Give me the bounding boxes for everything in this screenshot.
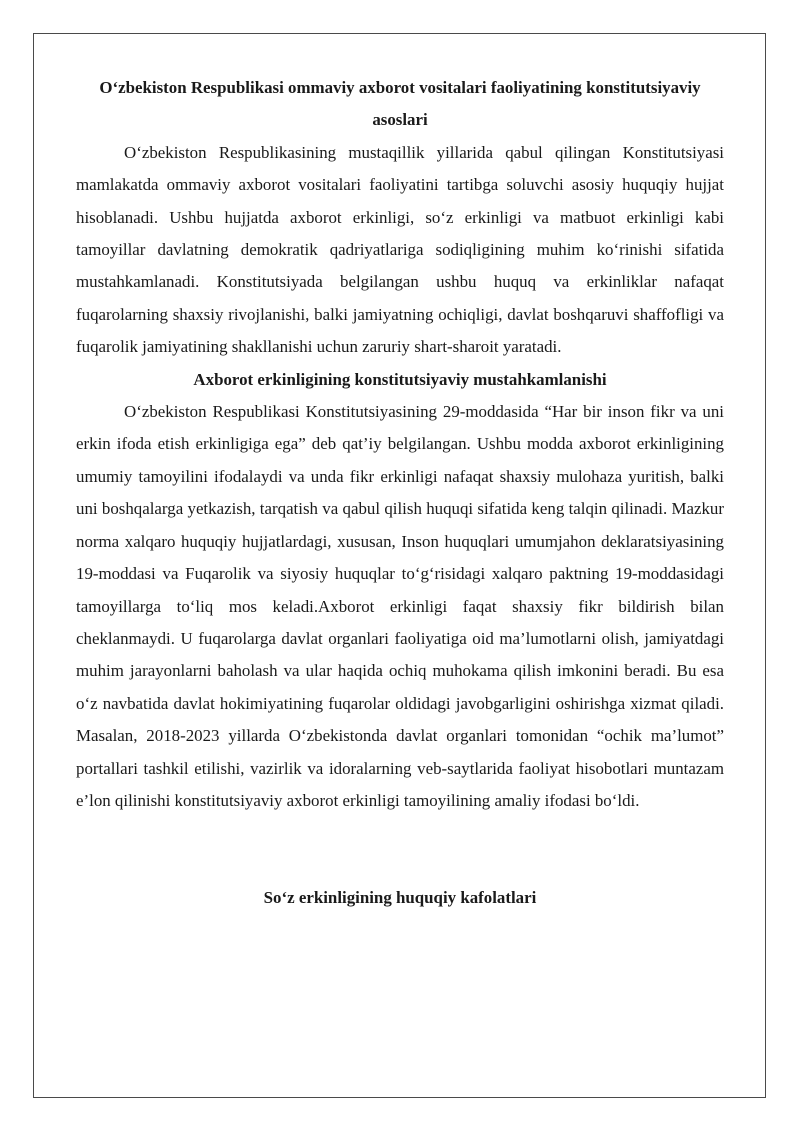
section-heading-axborot-erkinligi: Axborot erkinligining konstitutsiyaviy mustahkamlanishi xyxy=(193,369,607,389)
blank-space xyxy=(76,817,724,882)
intro-paragraph: O‘zbekiston Respublikasining mustaqillik yillarida qabul qilingan Konstitutsiyasi mamlakatda ommaviy axborot vositalari faoliyatini tartibga soluvchi asosiy huquqiy hujjat hisoblanadi. Ushbu hujjatda axborot erkinligi, so‘z erkinligi va matbuot erkinligi kabi tamoyillar davlatning demokratik qadriyatlariga sodiqligining muhim ko‘rinishi sifatida mustahkamlanadi. Konstitutsiyada belgilangan ushbu huquq va erkinliklar nafaqat fuqarolarning shaxsiy rivojlanishi, balki jamiyatning ochiqligi, davlat boshqaruvi shaffofligi va fuqarolik jamiyatining shakllanishi uchun zaruriy shart-sharoit yaratadi. xyxy=(76,142,724,357)
section-heading-soz-erkinligi: So‘z erkinligining huquqiy kafolatlari xyxy=(263,888,537,908)
document-title: O‘zbekiston Respublikasi ommaviy axborot vositalari faoliyatining konstitutsiyaviy asoslari xyxy=(99,78,701,130)
section-paragraph-axborot-erkinligi: O‘zbekiston Respublikasi Konstitutsiyasining 29-moddasida “Har bir inson fikr va uni erkin ifoda etish erkinligiga ega” deb qat’iy belgilangan. Ushbu modda axborot erkinligining umumiy tamoyilini ifodalaydi va unda fikr erkinligi nafaqat shaxsiy mulohaza yuritish, balki uni boshqalarga yetkazish, tarqatish va qabul qilish huquqi sifatida keng talqin qilinadi. Mazkur norma xalqaro huquqiy hujjatlardagi, xususan, Inson huquqlari umumjahon deklaratsiyasining 19-moddasi va Fuqarolik va siyosiy huquqlar to‘g‘risidagi xalqaro paktning 19-moddasidagi tamoyillarga to‘liq mos keladi.Axborot erkinligi faqat shaxsiy fikr bildirish bilan cheklanmaydi. U fuqarolarga davlat organlari faoliyatiga oid ma’lumotlarni olish, jamiyatdagi muhim jarayonlarni baholash va ular haqida ochiq muhokama qilish imkonini beradi. Bu esa o‘z navbatida davlat hokimiyatining fuqarolar oldidagi javobgarligini oshirishga xizmat qiladi. Masalan, 2018-2023 yillarda O‘zbekistonda davlat organlari tomonidan “ochik ma’lumot” portallari tashkil etilishi, vazirlik va idoralarning veb-saytlarida faoliyat hisobotlari muntazam e’lon qilinishi konstitutsiyaviy axborot erkinligi tamoyilining amaliy ifodasi bo‘ldi. xyxy=(76,402,724,810)
document-body xyxy=(76,72,724,915)
